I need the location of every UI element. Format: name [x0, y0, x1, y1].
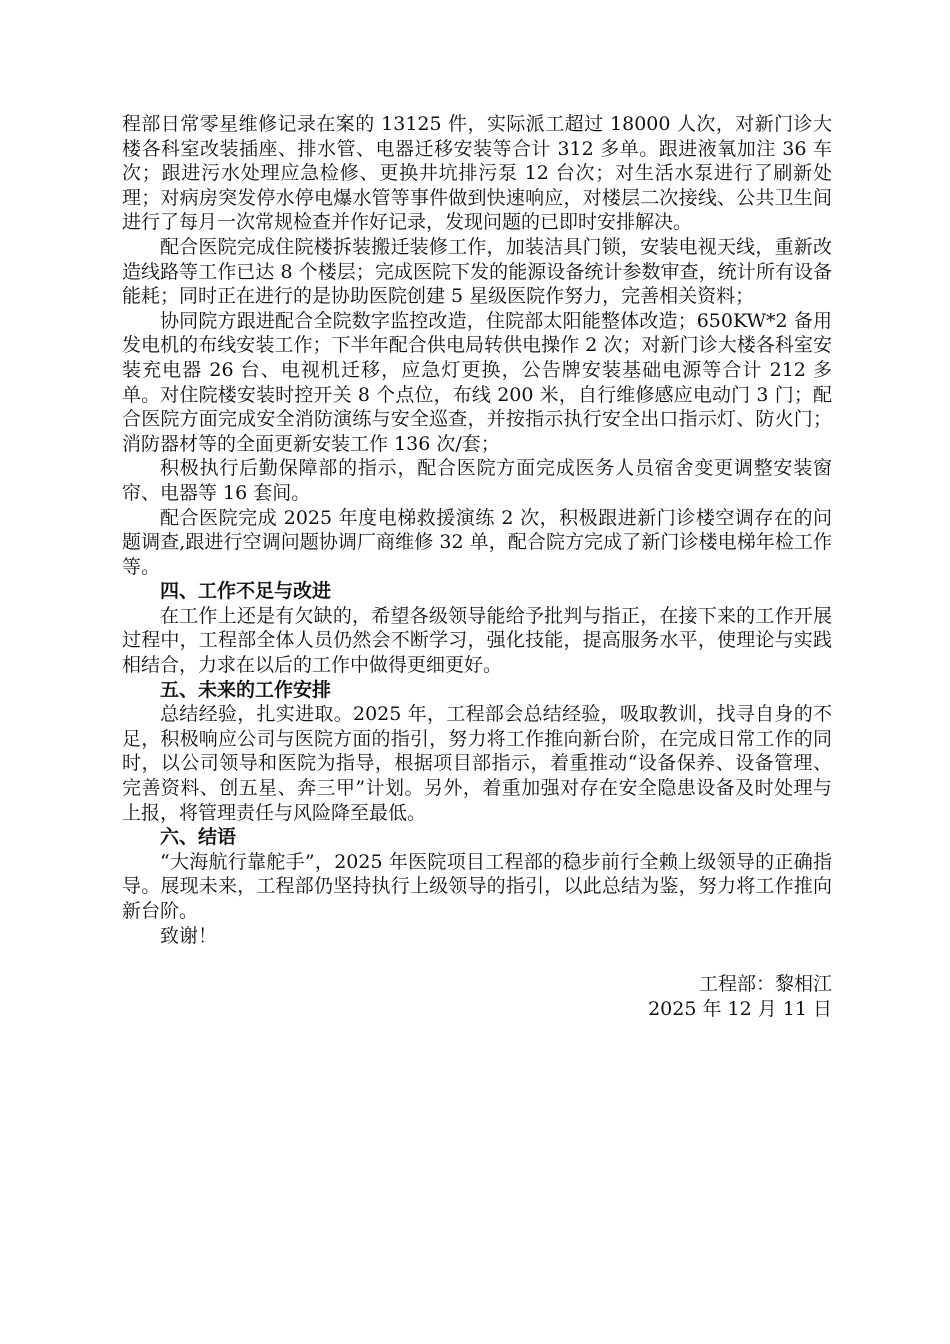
- paragraph-dormitory-adjustment: 积极执行后勤保障部的指示，配合医院方面完成医务人员宿舍变更调整安装窗帘、电器等 16 套间。: [122, 457, 832, 504]
- paragraph-future-plan: 总结经验，扎实进取。2025 年，工程部会总结经验，吸取教训，找寻自身的不足，积极响应公司与医院方面的指引，努力将工作推向新台阶，在完成日常工作的同时，以公司领导和医院为指导，根据项目部指示，着重推动“设备保养、设备管理、完善资料、创五星、奔三甲”计划。另外，着重加强对存在安全隐患设备及时处理与上报，将管理责任与风险降至最低。: [122, 703, 832, 824]
- paragraph-monitoring-upgrade: 协同院方跟进配合全院数字监控改造，住院部太阳能整体改造；650KW*2 备用发电机的布线安装工作；下半年配合供电局转供电操作 2 次；对新门诊大楼各科室安装充电器 26 台、电视机迁移，应急灯更换，公告牌安装基础电源等合计 212 多单。对住院楼安装时控开关 8 个点位，布线 200 米，自行维修感应电动门 3 门；配合医院方面完成安全消防演练与安全巡查，并按指示执行安全出口指示灯、防火门；消防器材等的全面更新安装工作 136 次/套；: [122, 309, 832, 455]
- signature-block: [122, 972, 832, 1021]
- paragraph-shortcomings: 在工作上还是有欠缺的，希望各级领导能给予批判与指正，在接下来的工作开展过程中，工程部全体人员仍然会不断学习，强化技能，提高服务水平，使理论与实践相结合，力求在以后的工作中做得更细更好。: [122, 604, 832, 677]
- paragraph-elevator-drill: 配合医院完成 2025 年度电梯救援演练 2 次，积极跟进新门诊楼空调存在的问题调查,跟进行空调问题协调厂商维修 32 单，配合院方完成了新门诊楼电梯年检工作等。: [122, 506, 832, 578]
- signature-date: 2025 年 12 月 11 日: [648, 997, 832, 1020]
- signature-author: 工程部：黎相江: [698, 973, 832, 996]
- section-heading-conclusion: 六、结语: [160, 826, 237, 849]
- section-heading-shortcomings: 四、工作不足与改进: [160, 580, 332, 603]
- paragraph-inpatient-renovation: 配合医院完成住院楼拆装搬迁装修工作，加装洁具门锁，安装电视天线，重新改造线路等工作已达 8 个楼层；完成医院下发的能源设备统计参数审查，统计所有设备能耗；同时正在进行的是协助医院创建 5 星级医院作努力，完善相关资料；: [122, 235, 832, 308]
- document-page: [122, 112, 832, 1021]
- thanks-line: 致谢！: [160, 924, 218, 947]
- section-heading-future-plan: 五、未来的工作安排: [160, 678, 332, 701]
- paragraph-conclusion: “大海航行靠舵手”，2025 年医院项目工程部的稳步前行全赖上级领导的正确指导。展现未来，工程部仍坚持执行上级领导的指引，以此总结为鉴，努力将工作推向新台阶。: [122, 850, 832, 922]
- paragraph-maintenance-records: 程部日常零星维修记录在案的 13125 件，实际派工超过 18000 人次，对新门诊大楼各科室改装插座、排水管、电器迁移安装等合计 312 多单。跟进液氧加注 36 车次；跟进污水处理应急检修、更换井坑排污泵 12 台次；对生活水泵进行了刷新处理；对病房突发停水停电爆水管等事件做到快速响应，对楼层二次接线、公共卫生间进行了每月一次常规检查并作好记录，发现问题的已即时安排解决。: [122, 113, 832, 234]
